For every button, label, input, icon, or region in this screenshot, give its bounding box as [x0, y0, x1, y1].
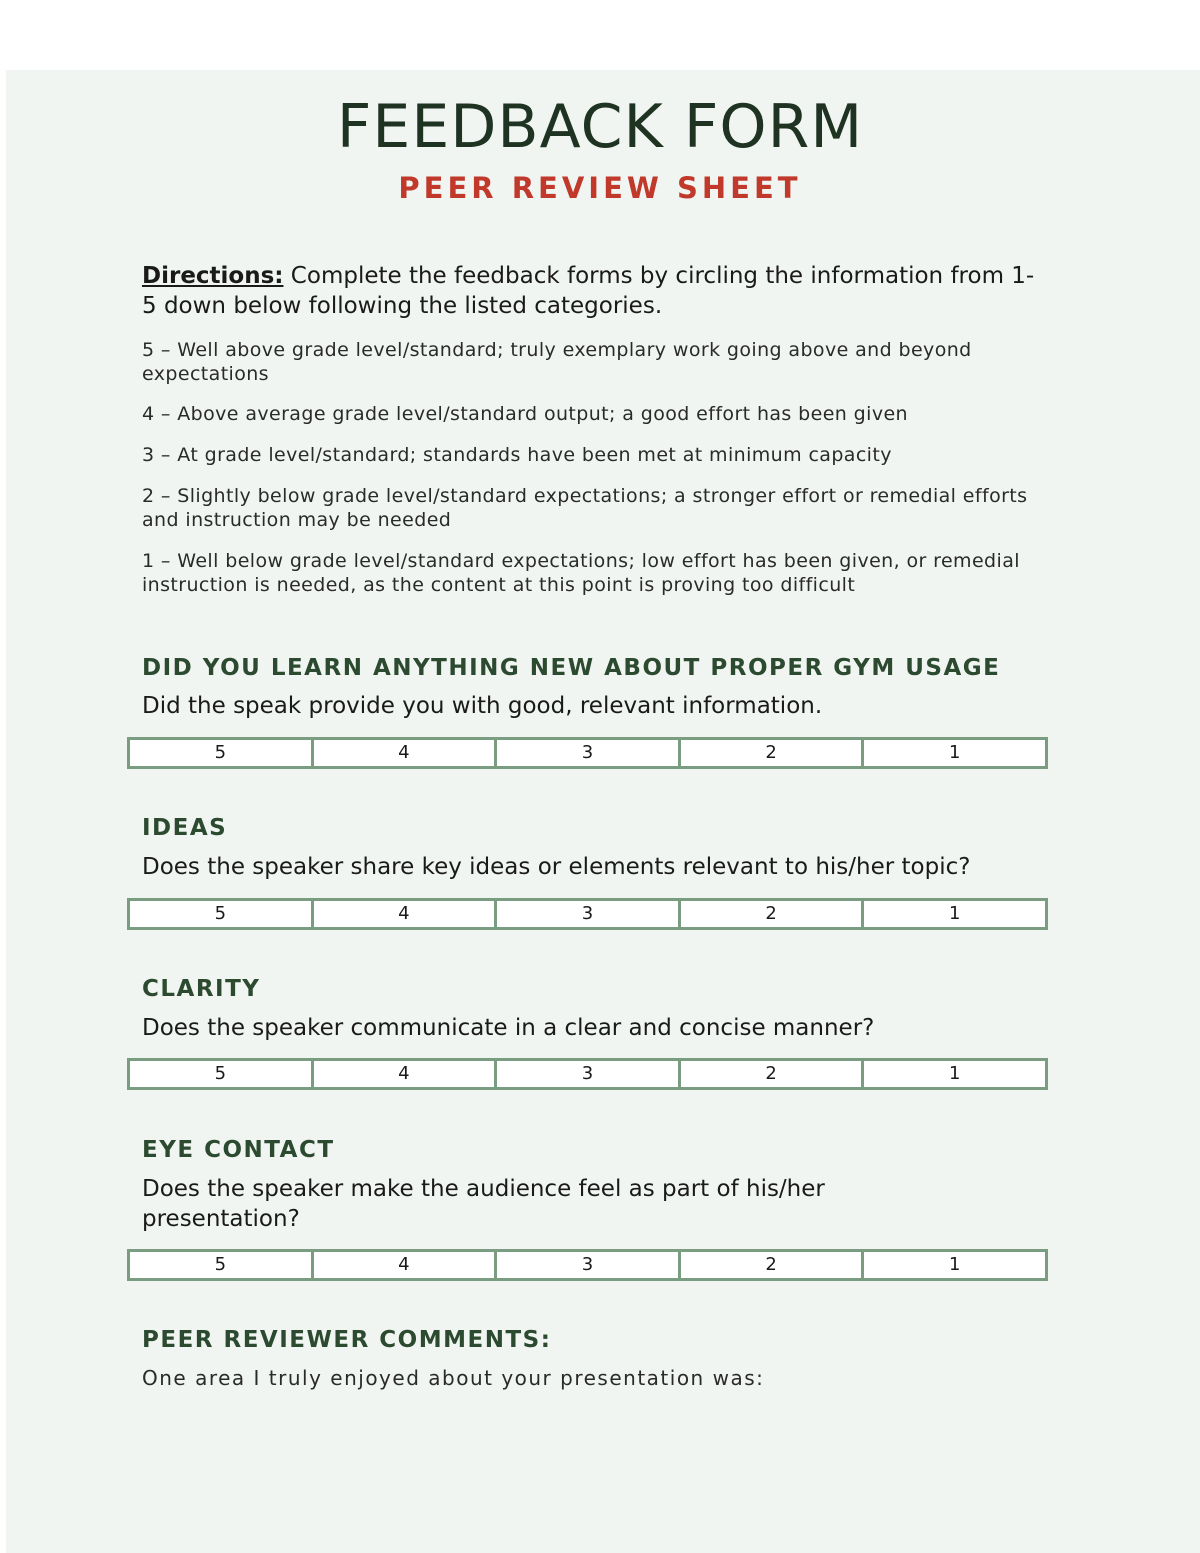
rating-option-3[interactable]: 3	[494, 740, 678, 766]
rating-row-eye-contact	[127, 1249, 1048, 1281]
section-question-ideas: Does the speaker share key ideas or elements relevant to his/her topic?	[142, 854, 971, 880]
rating-row-gym-usage	[127, 737, 1048, 769]
rating-option-4[interactable]: 4	[311, 740, 495, 766]
rating-option-4[interactable]: 4	[311, 901, 495, 927]
rating-option-5[interactable]: 5	[214, 1063, 227, 1084]
comments-prompt: One area I truly enjoyed about your presentation was:	[142, 1366, 765, 1390]
rating-option-3[interactable]: 3	[494, 901, 678, 927]
comments-heading: PEER REVIEWER COMMENTS:	[142, 1327, 552, 1353]
section-heading-gym-usage: DID YOU LEARN ANYTHING NEW ABOUT PROPER GYM USAGE	[142, 655, 1001, 681]
scale-item-4: 4 – Above average grade level/standard output; a good effort has been given	[142, 403, 908, 425]
rating-option-4[interactable]: 4	[311, 1252, 495, 1278]
section-heading-ideas: IDEAS	[142, 815, 228, 841]
section-heading-eye-contact: EYE CONTACT	[142, 1137, 335, 1163]
rating-option-1[interactable]: 1	[861, 740, 1045, 766]
rating-option-3[interactable]: 3	[494, 1252, 678, 1278]
page-subtitle: PEER REVIEW SHEET	[398, 171, 802, 205]
rating-option-3[interactable]: 3	[494, 1061, 678, 1087]
scale-item-5: 5 – Well above grade level/standard; truly exemplary work going above and beyond expectations	[142, 339, 972, 385]
rating-option-4[interactable]: 4	[311, 1061, 495, 1087]
rating-option-2[interactable]: 2	[678, 1061, 862, 1087]
rating-option-2[interactable]: 2	[678, 901, 862, 927]
directions	[142, 261, 1042, 321]
page-title: FEEDBACK FORM	[336, 92, 864, 162]
scale-item-1: 1 – Well below grade level/standard expectations; low effort has been given, or remedial instruction is needed, as the content at this point is proving too difficult	[142, 550, 1020, 596]
rating-option-5[interactable]: 5	[214, 742, 227, 763]
scale-item-3: 3 – At grade level/standard; standards have been met at minimum capacity	[142, 444, 892, 466]
rating-option-1[interactable]: 1	[861, 1252, 1045, 1278]
rating-option-1[interactable]: 1	[861, 901, 1045, 927]
rating-row-clarity	[127, 1058, 1048, 1090]
section-question-eye-contact: Does the speaker make the audience feel as part of his/her presentation?	[142, 1176, 825, 1232]
rating-option-2[interactable]: 2	[678, 1252, 862, 1278]
rating-row-ideas	[127, 898, 1048, 930]
rating-option-1[interactable]: 1	[861, 1061, 1045, 1087]
rating-option-5[interactable]: 5	[214, 903, 227, 924]
directions-text: Complete the feedback forms by circling the information from 1-5 down below following the listed categories.	[142, 263, 1035, 319]
directions-label: Directions:	[142, 263, 284, 289]
section-heading-clarity: CLARITY	[142, 976, 261, 1002]
section-question-clarity: Does the speaker communicate in a clear and concise manner?	[142, 1015, 875, 1041]
section-question-gym-usage: Did the speak provide you with good, relevant information.	[142, 693, 823, 719]
rating-option-2[interactable]: 2	[678, 740, 862, 766]
rating-option-5[interactable]: 5	[214, 1254, 227, 1275]
scale-item-2: 2 – Slightly below grade level/standard expectations; a stronger effort or remedial efforts and instruction may be needed	[142, 485, 1028, 531]
